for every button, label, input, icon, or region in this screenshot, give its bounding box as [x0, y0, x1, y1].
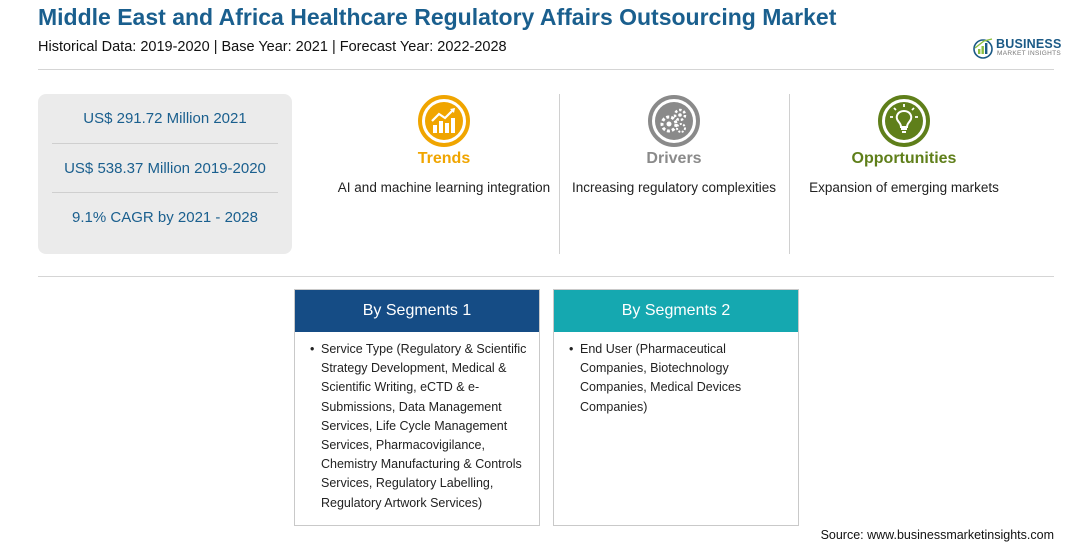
segment-header: By Segments 1 — [295, 290, 539, 332]
logo-name: BUSINESS — [996, 37, 1062, 51]
lightbulb-icon — [877, 94, 931, 148]
feature-trends — [329, 94, 559, 198]
stat-divider — [52, 143, 278, 144]
feature-description: AI and machine learning integration — [337, 180, 551, 195]
page-subtitle: Historical Data: 2019-2020 | Base Year: 2021 | Forecast Year: 2022-2028 — [38, 39, 507, 55]
middle-divider — [38, 276, 1054, 277]
feature-description: Increasing regulatory complexities — [571, 180, 777, 195]
segment-list — [554, 332, 798, 417]
bullet-icon: • — [569, 342, 574, 356]
page-title: Middle East and Africa Healthcare Regulatory Affairs Outsourcing Market — [38, 4, 837, 30]
company-logo[interactable] — [972, 36, 1062, 62]
stat-cagr: 9.1% CAGR by 2021 - 2028 — [72, 209, 258, 226]
chart-up-icon — [417, 94, 471, 148]
segment-card-1 — [294, 289, 540, 526]
logo-globe-icon — [972, 36, 996, 60]
segment-list — [295, 332, 539, 513]
logo-tagline: MARKET INSIGHTS — [997, 50, 1061, 57]
feature-drivers — [559, 94, 789, 198]
feature-title: Opportunities — [851, 150, 957, 167]
stats-panel — [38, 94, 292, 254]
segment-card-2 — [553, 289, 799, 526]
bullet-icon: • — [310, 342, 315, 356]
feature-opportunities — [789, 94, 1019, 198]
stat-market-size-2021: US$ 291.72 Million 2021 — [83, 110, 247, 127]
segment-header: By Segments 2 — [554, 290, 798, 332]
segment-item: End User (Pharmaceutical Companies, Biotechnology Companies, Medical Devices Companies) — [580, 342, 742, 414]
source-note: Source: www.businessmarketinsights.com — [820, 528, 1054, 542]
stat-market-size-historical: US$ 538.37 Million 2019-2020 — [64, 160, 266, 177]
gears-icon — [647, 94, 701, 148]
feature-description: Expansion of emerging markets — [809, 180, 999, 195]
segment-item: Service Type (Regulatory & Scientific Strategy Development, Medical & Scientific Writing, eCTD & e-Submissions, Data Management Services, Life Cycle Management Services, Pharmacovigilance, Chemistry Manufacturing & Controls Services, Regulatory Labelling, Regulatory Artwork Services) — [321, 342, 527, 510]
stat-divider — [52, 192, 278, 193]
feature-title: Drivers — [646, 150, 702, 167]
top-divider — [38, 69, 1054, 70]
feature-title: Trends — [417, 150, 471, 167]
